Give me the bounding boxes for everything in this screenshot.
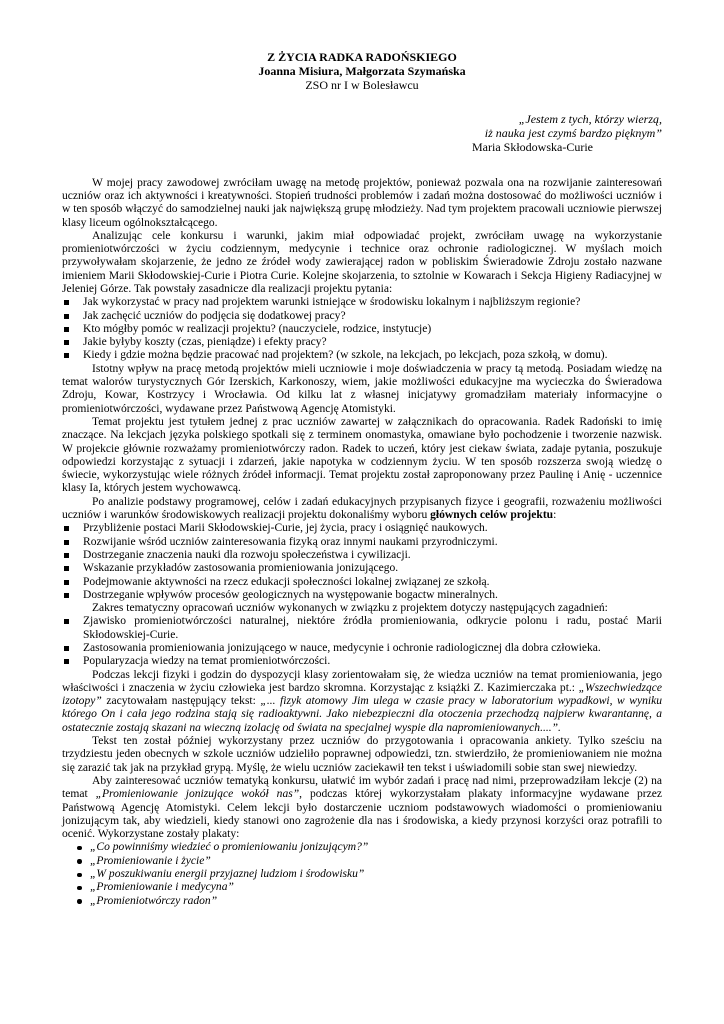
paragraph-7-text-2: zacytowałam następujący tekst: <box>101 695 261 708</box>
list-item: Dostrzeganie wpływów procesów geologicznych na występowanie bogactw mineralnych. <box>62 589 662 602</box>
quotation: „... fizyk atomowy Jim ulega w czasie pracy w laboratorium wypadkowi, w wyniku którego On i cała jego rodzina stają się radioaktywni. Jako niebezpieczni dla otoczenia przechodzą najpierw kwarantannę, a ostatecznie zostają skazani na wieczną izolację od świata na specjalnej wyspie dla napromieniowanych....”. <box>62 695 662 734</box>
paragraph-5 <box>62 496 662 523</box>
list-item: Rozwijanie wśród uczniów zainteresowania fizyką oraz innymi naukami przyrodniczymi. <box>62 536 662 549</box>
list-item: „Promieniowanie i życie” <box>62 855 662 868</box>
list-item: Jak wykorzystać w pracy nad projektem warunki istniejące w środowisku lokalnym i najbliższym regionie? <box>62 296 662 309</box>
list-item: Jak zachęcić uczniów do podjęcia się dodatkowej pracy? <box>62 310 662 323</box>
list-item: Wskazanie przykładów zastosowania promieniowania jonizującego. <box>62 562 662 575</box>
lesson-title: „Promieniowanie jonizujące wokół nas” <box>95 788 300 801</box>
list-item: „Promieniotwórczy radon” <box>62 895 662 908</box>
paragraph-1: W mojej pracy zawodowej zwróciłam uwagę na metodę projektów, ponieważ pozwala ona na rozwijanie zainteresowań uczniów oraz ich aktywności i kreatywności. Stopień trudności problemów i zadań można dostosować do możliwości uczniów i w ten sposób włączyć do samodzielnej nauki jak największą grupę młodzieży. Nad tym projektem pracowali uczniowie pierwszej klasy liceum ogólnokształcącego. <box>62 176 662 229</box>
document-body <box>62 177 662 908</box>
paragraph-9-text: Aby zainteresować uczniów tematyką konkursu, ułatwić im wybór zadań i pracę nad nimi, przeprowadziłam lekcje (2) na temat <box>62 774 662 801</box>
goals-list <box>62 522 662 602</box>
paragraph-8: Tekst ten został później wykorzystany przez uczniów do przygotowania i opracowania ankiety. Tylko sześciu na trzydziestu jeden obecnych w szkole uczniów udzieliło poprawnej odpowiedzi, tzn. stwierdziło, że promieniowaniem nie można się zarazić tak jak na przykład grypą. Myślę, że wielu uczniów zaciekawił ten tekst i uświadomili sobie stan swej niewiedzy. <box>62 735 662 774</box>
paragraph-4: Temat projektu jest tytułem jednej z prac uczniów zawartej w załącznikach do opracowania. Radek Radoński to imię znaczące. Na lekcjach języka polskiego spotkali się z terminem onomastyka, omawiane było pochodzenie i tworzenie nazwisk. W projekcie głównie rozważamy promieniotwórczy radon. Radek to uczeń, który jest ciekaw świata, zadaje pytania, poszukuje odpowiedzi korzystając z sytuacji i zdarzeń, jakie napotyka w codziennym życiu. W ten sposób rozszerza swoją wiedzę o świecie, wykorzystując wiele różnych źródeł informacji. Temat projektu został zaproponowany przez Paulinę i Anię - uczennice klasy Ia, których jestem wychowawcą. <box>62 415 662 495</box>
list-item: „Promieniowanie i medycyna” <box>62 881 662 894</box>
list-item: Zjawisko promieniotwórczości naturalnej, niektóre źródła promieniowania, odkrycie polonu i radu, postać Marii Skłodowskiej-Curie. <box>62 615 662 642</box>
list-item: „Co powinniśmy wiedzieć o promieniowaniu jonizującym?” <box>62 841 662 854</box>
paragraph-7-text: Podczas lekcji fizyki i godzin do dyspozycji klasy zorientowałam się, że wiedza uczniów na temat promieniowania, jego właściwości i znaczenia w życiu człowieka jest bardzo skromna. Korzystając z książki Z. Kazimierczaka pt.: <box>62 668 662 694</box>
school-name: ZSO nr I w Bolesławcu <box>305 78 419 92</box>
paragraph-5-text: Po analizie podstawy programowej, celów i zadań edukacyjnych przypisanych fizyce i geografii, rozważeniu możliwości uczniów i warunków środowiskowych realizacji projektu dokonaliśmy wyboru <box>62 495 662 522</box>
paragraph-7 <box>62 669 662 735</box>
paragraph-3: Istotny wpływ na pracę metodą projektów mieli uczniowie i moje doświadczenia w pracy tą metodą. Posiadam wiedzę na temat walorów turystycznych Gór Izerskich, Karkonoszy, wiem, jakie możliwości edukacyjne ma wycieczka do Świeradowa Zdroju, Kowar, Kostrzycy i Wrocławia. Od kilku lat z własnej inicjatywy gromadziłam materiały informacyjne o promieniotwórczości, wydawane przez Państwową Agencję Atomistyki. <box>62 362 662 415</box>
list-item: Popularyzacja wiedzy na temat promieniotwórczości. <box>62 655 662 668</box>
book-title: „Wszechwiedzące izotopy” <box>62 681 662 708</box>
paragraph-6: Zakres tematyczny opracowań uczniów wykonanych w związku z projektem dotyczy następujących zagadnień: <box>92 602 608 615</box>
document-title: Z ŻYCIA RADKA RADOŃSKIEGO <box>267 50 457 64</box>
paragraph-9 <box>62 775 662 841</box>
motto-line-2: iż nauka jest czymś bardzo pięknym” <box>484 126 662 141</box>
posters-list <box>62 841 662 907</box>
list-item: Dostrzeganie znaczenia nauki dla rozwoju społeczeństwa i cywilizacji. <box>62 549 662 562</box>
list-item: Zastosowania promieniowania jonizującego w nauce, medycynie i ochronie radiologicznej dla dobra człowieka. <box>62 642 662 655</box>
document-header <box>62 50 662 92</box>
goals-heading: głównych celów projektu <box>430 509 554 522</box>
topics-list <box>62 615 662 668</box>
questions-list <box>62 296 662 362</box>
paragraph-2: Analizując cele konkursu i warunki, jakim miał odpowiadać projekt, zwróciłam uwagę na wykorzystanie promieniotwórczości w życiu codziennym, medycynie i technice oraz ochronie radiologicznej. W myślach moich przywoływałam skojarzenie, że jedno ze źródeł wody zawierającej radon w pobliskim Świeradowie Zdroju zostało nazwane imieniem Marii Skłodowskiej-Curie i Piotra Curie. Kolejne skojarzenia, to sztolnie w Kowarach i Sekcja Higieny Radiacyjnej w Jeleniej Górze. Tak powstały zasadnicze dla realizacji projektu pytania: <box>62 229 662 295</box>
authors: Joanna Misiura, Małgorzata Szymańska <box>258 64 466 78</box>
motto-author: Maria Skłodowska-Curie <box>472 140 593 155</box>
motto <box>472 112 662 155</box>
list-item: Jakie byłyby koszty (czas, pieniądze) i efekty pracy? <box>62 336 662 349</box>
list-item: Przybliżenie postaci Marii Skłodowskiej-Curie, jej życia, pracy i osiągnięć naukowych. <box>62 522 662 535</box>
list-item: Kto mógłby pomóc w realizacji projektu? (nauczyciele, rodzice, instytucje) <box>62 323 662 336</box>
list-item: „W poszukiwaniu energii przyjaznej ludziom i środowisku” <box>62 868 662 881</box>
list-item: Kiedy i gdzie można będzie pracować nad projektem? (w szkole, na lekcjach, po lekcjach, poza szkołą, w domu). <box>62 349 662 362</box>
list-item: Podejmowanie aktywności na rzecz edukacji społeczności lokalnej związanej ze szkołą. <box>62 576 662 589</box>
paragraph-9-text-2: , podczas której wykorzystałam plakaty informacyjne wydawane przez Państwową Agencję Atomistyki. Celem lekcji było dostarczenie uczniom podstawowych wiadomości o promieniowaniu jonizującym tak, aby wiedzieli, kiedy stanowi ono zagrożenie dla nas i środowiska, a kiedy przynosi korzyści oraz potrafili to ocenić. Wykorzystane zostały plakaty: <box>62 788 662 841</box>
paragraph-5-end: : <box>553 509 557 522</box>
motto-line-1: „Jestem z tych, którzy wierzą, <box>518 112 662 126</box>
